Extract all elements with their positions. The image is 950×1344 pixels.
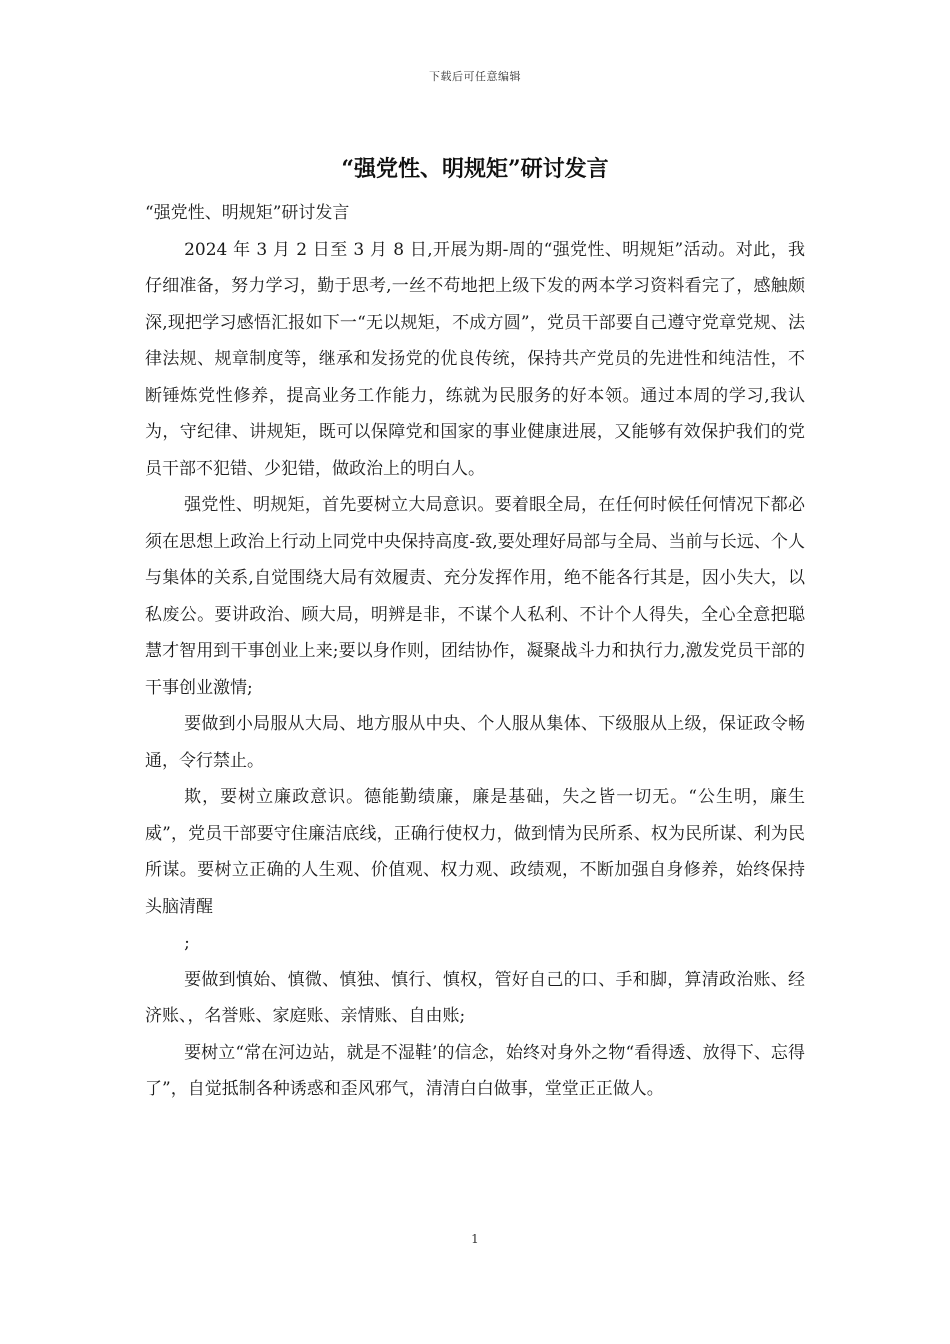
document-body xyxy=(145,195,805,1108)
paragraph-3: 要做到小局服从大局、地方服从中央、个人服从集体、下级服从上级，保证政令畅通，令行禁止。 xyxy=(145,714,805,771)
paragraph-1: 2024 年 3 月 2 日至 3 月 8 日,开展为期-周的“强党性、明规矩”活动。对此，我仔细准备，努力学习，勤于思考,一丝不苟地把上级下发的两本学习资料看完了，感触颇深,现把学习感悟汇报如下一“无以规矩，不成方圆”，党员干部要自己遵守党章党规、法律法规、规章制度等，继承和发扬党的优良传统，保持共产党员的先进性和纯洁性，不断锤炼党性修养，提高业务工作能力，练就为民服务的好本领。通过本周的学习,我认为，守纪律、讲规矩，既可以保障党和国家的事业健康进展，又能够有效保护我们的党员干部不犯错、少犯错，做政治上的明白人。 xyxy=(145,239,805,479)
page-header: 下载后可任意编辑 xyxy=(429,70,521,83)
paragraph-4: 欺，要树立廉政意识。德能勤绩廉，廉是基础，失之皆一切无。“公生明，廉生威”，党员干部要守住廉洁底线，正确行使权力，做到情为民所系、权为民所谋、利为民所谋。要树立正确的人生观、价值观、权力观、政绩观，不断加强自身修养，始终保持头脑清醒 xyxy=(145,787,805,917)
document-subtitle: “强党性、明规矩”研讨发言 xyxy=(145,203,350,223)
page-number: 1 xyxy=(471,1232,479,1246)
paragraph-5: ; xyxy=(184,933,190,953)
document-title: “强党性、明规矩”研讨发言 xyxy=(341,156,609,182)
paragraph-6: 要做到慎始、慎微、慎独、慎行、慎权，管好自己的口、手和脚，算清政治账、经济账、，名誉账、家庭账、亲情账、自由账; xyxy=(145,969,805,1026)
paragraph-2: 强党性、明规矩，首先要树立大局意识。要着眼全局，在任何时候任何情况下都必须在思想上政治上行动上同党中央保持高度-致,要处理好局部与全局、当前与长远、个人与集体的关系,自觉围绕大局有效履责、充分发挥作用，绝不能各行其是，因小失大，以私废公。要讲政治、顾大局，明辨是非，不谋个人私利、不计个人得失，全心全意把聪慧才智用到干事创业上来;要以身作则，团结协作，凝聚战斗力和执行力,激发党员干部的干事创业激情; xyxy=(145,495,805,698)
paragraph-7: 要树立“常在河边站，就是不湿鞋’的信念，始终对身外之物“看得透、放得下、忘得了”，自觉抵制各种诱惑和歪风邪气，清清白白做事，堂堂正正做人。 xyxy=(145,1042,805,1099)
